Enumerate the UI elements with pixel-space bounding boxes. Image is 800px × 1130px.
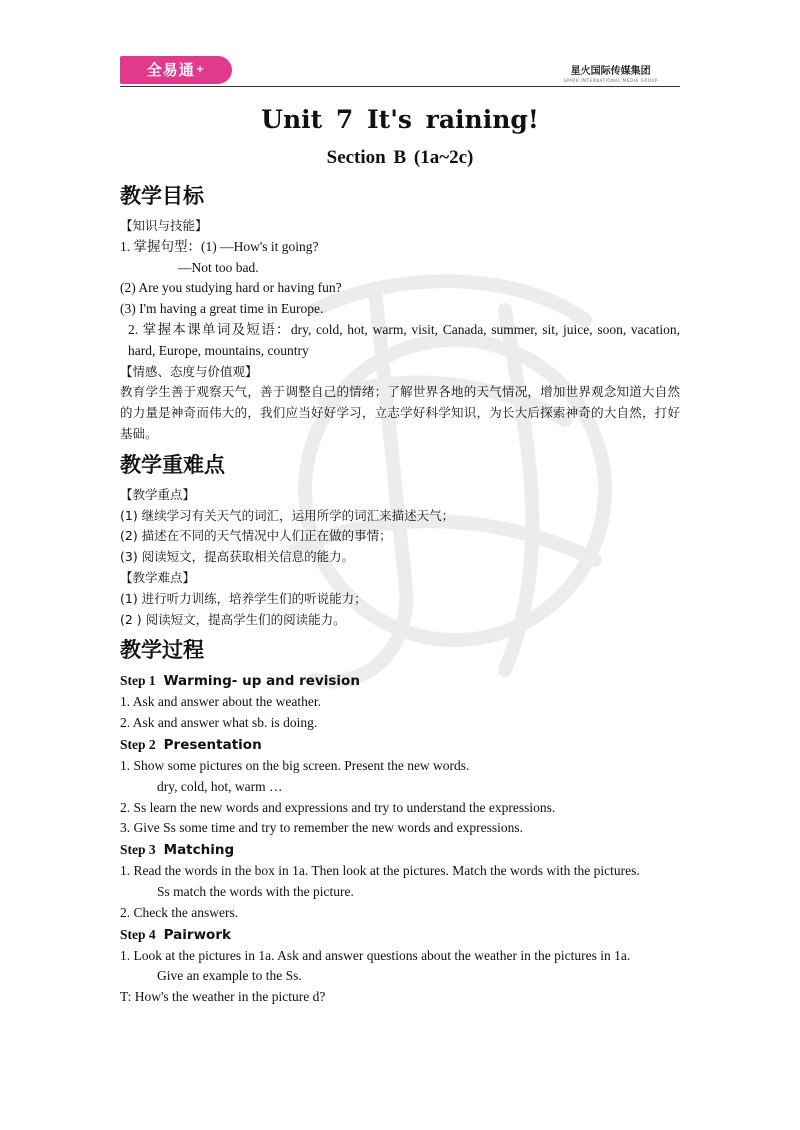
section-objectives <box>120 176 680 445</box>
logo-text: 全易通 <box>146 61 195 79</box>
step-line: 1. Show some pictures on the big screen. Present the new words. <box>120 757 470 773</box>
objectives-heading: 教学目标 <box>120 184 204 208</box>
step-heading <box>120 839 680 861</box>
key-point-line: (1) 继续学习有关天气的词汇，运用所学的词汇来描述天气； <box>120 507 455 523</box>
section-process <box>120 630 680 1008</box>
publisher-name: 星火国际传媒集团 <box>570 66 651 77</box>
step-name: Pairwork <box>163 926 231 943</box>
logo-plus-icon: + <box>195 64 206 75</box>
objective-line: (2) Are you studying hard or having fun? <box>120 280 342 296</box>
step-number: Step 3 <box>120 842 156 858</box>
process-heading: 教学过程 <box>120 638 204 663</box>
step-heading <box>120 924 680 946</box>
objective-line: (3) I'm having a great time in Europe. <box>120 301 324 317</box>
publisher-subtitle: SPARK INTERNATIONAL MEDIA GROUP <box>563 78 658 83</box>
step-line: 1. Read the words in the box in 1a. Then look at the pictures. Match the words with the pictures. <box>120 863 640 879</box>
step-line: 2. Ss learn the new words and expressions and try to understand the expressions. <box>120 799 556 815</box>
key-point-line: (3) 阅读短文，提高获取相关信息的能力。 <box>120 549 355 565</box>
step-number: Step 2 <box>120 736 156 752</box>
step-name: Matching <box>163 842 235 859</box>
step-line: dry, cold, hot, warm … <box>157 778 283 794</box>
step-line: Ss match the words with the picture. <box>157 883 354 899</box>
step-name: Warming- up and revision <box>163 673 360 690</box>
brand-logo <box>120 56 232 84</box>
step-number: Step 4 <box>120 926 156 942</box>
step-line: Give an example to the Ss. <box>157 968 302 984</box>
step-heading <box>120 734 680 756</box>
page-header <box>120 56 680 87</box>
step-name: Presentation <box>163 736 262 753</box>
objective-line: 1. 掌握句型：(1) —How's it going? <box>120 238 319 254</box>
step-line: 3. Give Ss some time and try to remember the new words and expressions. <box>120 820 524 836</box>
step-line: 1. Ask and answer about the weather. <box>120 694 321 710</box>
step-number: Step 1 <box>120 673 156 689</box>
difficult-point-line: (1) 进行听力训练，培养学生们的听说能力； <box>120 590 367 606</box>
emotion-paragraph: 教育学生善于观察天气，善于调整自己的情绪；了解世界各地的天气情况，增加世界观念知道大自然的力量是神奇而伟大的，我们应当好好学习，立志学好科学知识，为长大后探索神奇的大自然，打好基础。 <box>120 384 680 441</box>
document-body <box>120 100 680 1008</box>
key-points-label: 【教学重点】 <box>120 486 196 502</box>
difficult-points-label: 【教学难点】 <box>120 569 196 585</box>
publisher-logo <box>563 62 658 83</box>
step-line: 1. Look at the pictures in 1a. Ask and answer questions about the weather in the pictures in 1a. <box>120 947 631 963</box>
section-difficulties <box>120 445 680 631</box>
key-point-line: (2) 描述在不同的天气情况中人们正在做的事情； <box>120 528 392 544</box>
page-subtitle: Section B (1a~2c) <box>326 147 474 168</box>
step-heading <box>120 670 680 692</box>
step-line: 2. Check the answers. <box>120 904 239 920</box>
difficulties-heading: 教学重难点 <box>120 452 225 477</box>
objective-line: —Not too bad. <box>178 259 259 275</box>
emotion-label: 【情感、态度与价值观】 <box>120 363 258 379</box>
difficult-point-line: (2 ) 阅读短文，提高学生们的阅读能力。 <box>120 611 346 627</box>
knowledge-label: 【知识与技能】 <box>120 218 208 233</box>
page-title: Unit 7 It's raining! <box>261 105 539 134</box>
vocabulary-line: 2. 掌握本课单词及短语：dry, cold, hot, warm, visit, Canada, summer, sit, juice, soon, vacation, hard, Europe, mountains, country <box>128 321 680 358</box>
step-line: 2. Ask and answer what sb. is doing. <box>120 715 318 731</box>
step-line: T: How's the weather in the picture d? <box>120 989 326 1005</box>
